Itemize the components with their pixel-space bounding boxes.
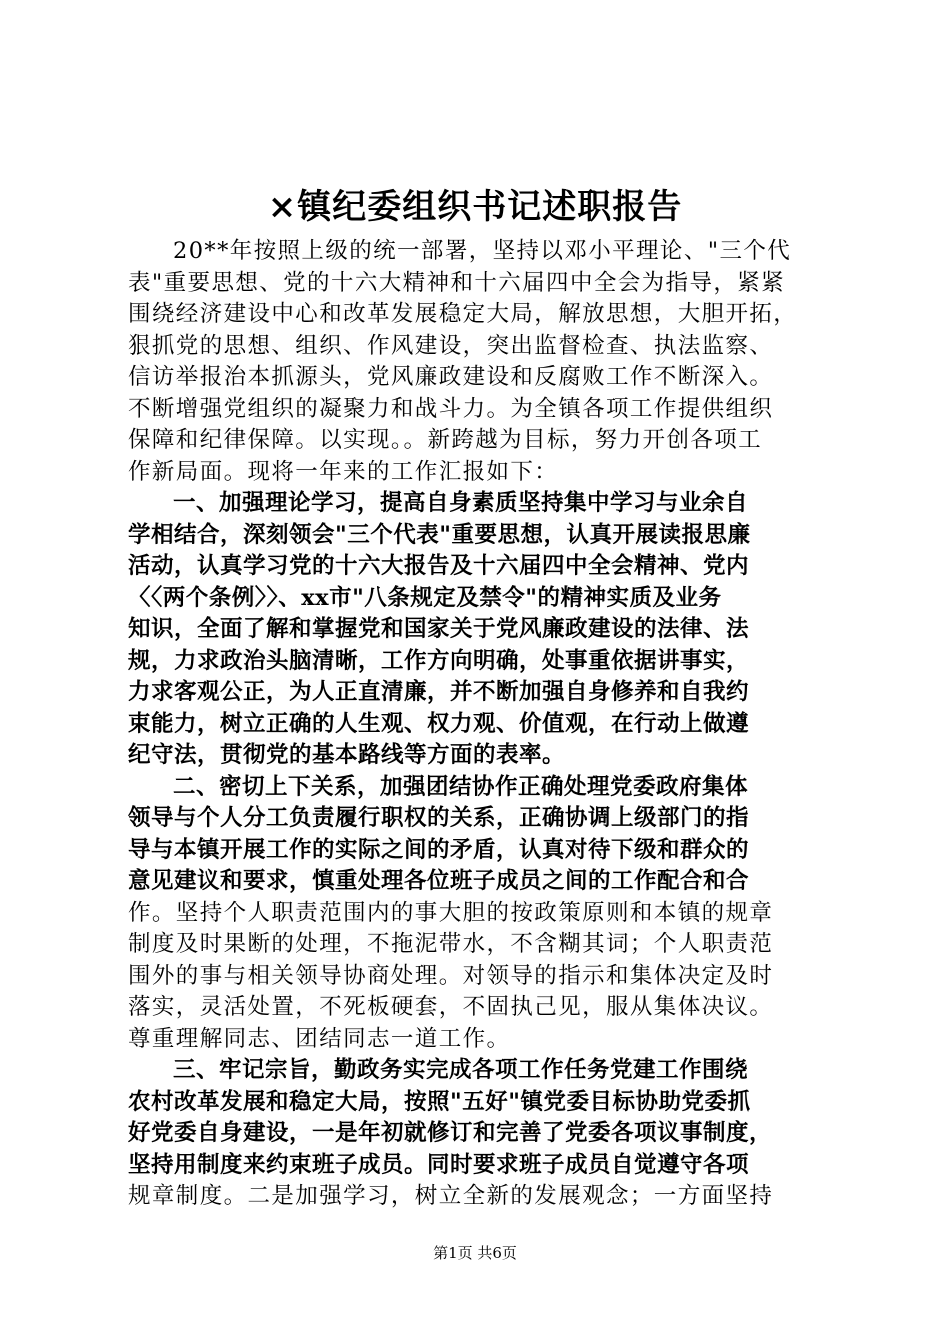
body-line: 一、加强理论学习，提高自身素质坚持集中学习与业余自 — [173, 490, 749, 516]
body-line: 信访举报治本抓源头，党风廉政建设和反腐败工作不断深入。 — [128, 364, 774, 390]
body-line: 学相结合，深刻领会"三个代表"重要思想，认真开展读报思廉 — [128, 521, 751, 548]
body-line: 纪守法，贯彻党的基本路线等方面的表率。 — [128, 742, 566, 768]
body-line: 规，力求政治头脑清晰，工作方向明确，处事重依据讲事实， — [128, 647, 750, 674]
body-line: 好党委自身建设，一是年初就修订和完善了党委各项议事制度， — [128, 1120, 773, 1146]
body-line: 表"重要思想、党的十六大精神和十六届四中全会为指导，紧紧 — [128, 269, 786, 296]
body-line: 农村改革发展和稳定大局，按照"五好"镇党委目标协助党委抓 — [128, 1088, 751, 1115]
body-line: 不断增强党组织的凝聚力和战斗力。为全镇各项工作提供组织 — [128, 395, 774, 422]
body-line: 保障和纪律保障。以实现。。新跨越为目标，努力开创各项工 — [128, 427, 763, 453]
page-footer: 第1页 共6页 — [433, 1244, 517, 1262]
body-line: 规章制度。二是加强学习，树立全新的发展观念；一方面坚持 — [128, 1183, 774, 1209]
body-line: 意见建议和要求，慎重处理各位班子成员之间的工作配合和合 — [128, 868, 750, 894]
document-title: ×镇纪委组织书记述职报告 — [267, 187, 683, 227]
body-line: 束能力，树立正确的人生观、权力观、价值观，在行动上做遵 — [128, 710, 750, 737]
body-line: 落实，灵活处置，不死板硬套，不固执己见，服从集体决议。 — [128, 994, 774, 1020]
body-line: 活动，认真学习党的十六大报告及十六届四中全会精神、党内 — [128, 553, 750, 579]
body-line: 作。坚持个人职责范围内的事大胆的按政策原则和本镇的规章 — [128, 899, 774, 926]
body-line: 围绕经济建设中心和改革发展稳定大局，解放思想，大胆开拓， — [128, 301, 798, 327]
body-line: 〈〈两个条例〉〉、xx市"八条规定及禁令"的精神实质及业务 — [128, 584, 722, 611]
body-line: 坚持用制度来约束班子成员。同时要求班子成员自觉遵守各项 — [128, 1151, 750, 1178]
body-line: 狠抓党的思想、组织、作风建设，突出监督检查、执法监察、 — [128, 332, 774, 359]
body-line: 导与本镇开展工作的实际之间的矛盾，认真对待下级和群众的 — [128, 836, 750, 863]
body-line: 二、密切上下关系，加强团结协作正确处理党委政府集体 — [173, 773, 749, 800]
body-line: 三、牢记宗旨，勤政务实完成各项工作任务党建工作围绕 — [173, 1057, 749, 1083]
body-line: 知识，全面了解和掌握党和国家关于党风廉政建设的法律、法 — [128, 616, 750, 642]
body-line: 作新局面。现将一年来的工作汇报如下： — [128, 458, 559, 485]
body-line: 20**年按照上级的统一部署，坚持以邓小平理论、"三个代 — [173, 238, 792, 264]
body-line: 力求客观公正，为人正直清廉，并不断加强自身修养和自我约 — [128, 679, 750, 705]
body-line: 尊重理解同志、团结同志一道工作。 — [128, 1025, 511, 1052]
body-line: 领导与个人分工负责履行职权的关系，正确协调上级部门的指 — [128, 805, 750, 831]
document-body — [128, 236, 838, 1213]
body-line: 围外的事与相关领导协商处理。对领导的指示和集体决定及时 — [128, 962, 774, 989]
body-line: 制度及时果断的处理，不拖泥带水，不含糊其词；个人职责范 — [128, 931, 774, 957]
